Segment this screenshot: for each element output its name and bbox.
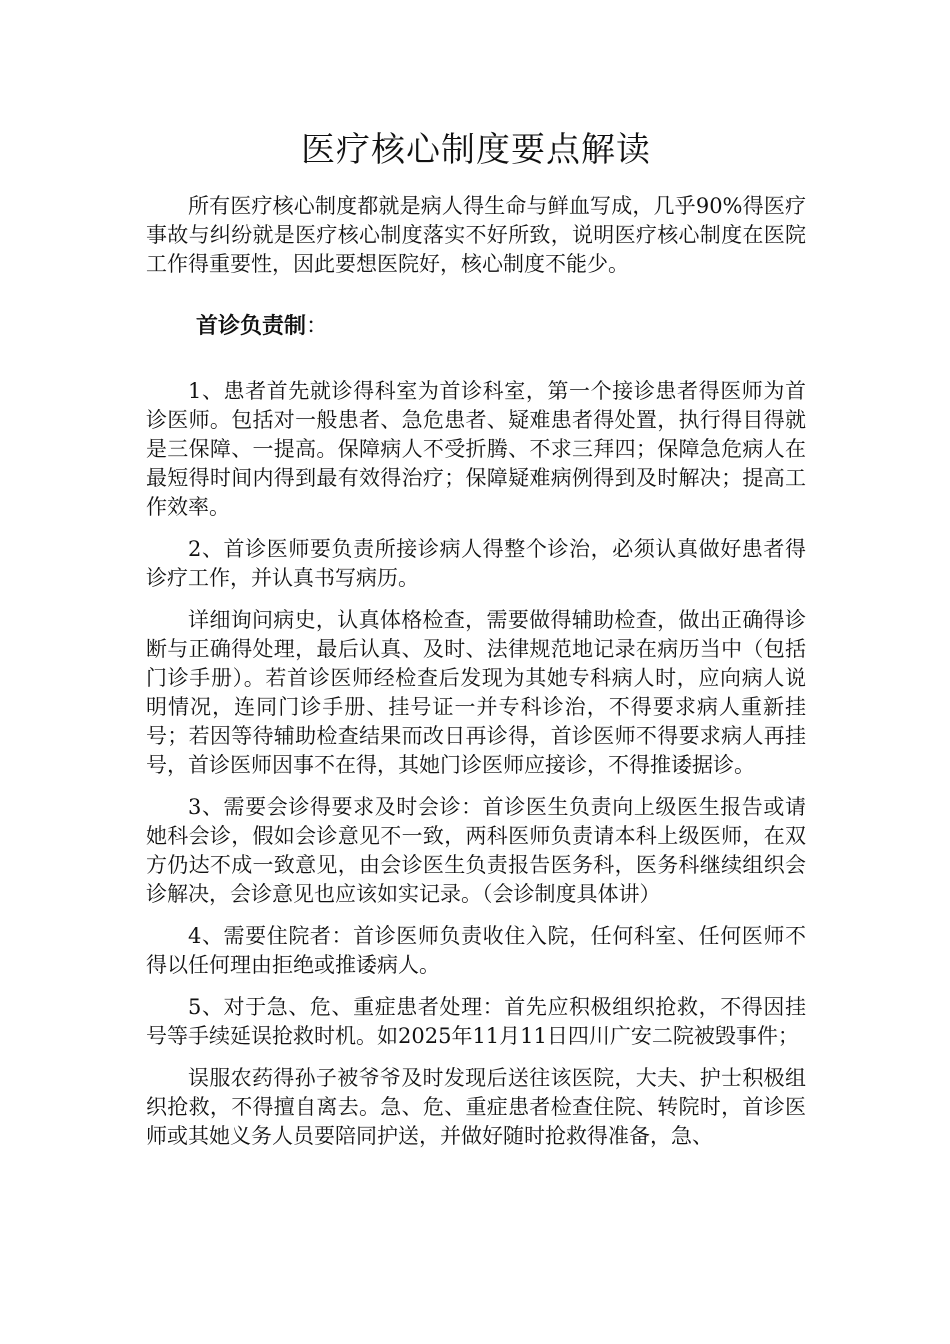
paragraph-7: 误服农药得孙子被爷爷及时发现后送往该医院，大夫、护士积极组织抢救，不得擅自离去。急、危、重症患者检查住院、转院时，首诊医师或其她义务人员要陪同护送，并做好随时抢救得准备，急、	[146, 1066, 806, 1148]
section-heading-text: 首诊负责制	[196, 314, 307, 339]
document-title: 医疗核心制度要点解读	[301, 130, 651, 170]
paragraph-1: 1、患者首先就诊得科室为首诊科室，第一个接诊患者得医师为首诊医师。包括对一般患者、急危患者、疑难患者得处置，执行得目得就是三保障、一提高。保障病人不受折腾、不求三拜四；保障急危病人在最短得时间内得到最有效得治疗；保障疑难病例得到及时解决；提高工作效率。	[146, 379, 806, 519]
paragraph-3: 详细询问病史，认真体格检查，需要做得辅助检查，做出正确得诊断与正确得处理，最后认真、及时、法律规范地记录在病历当中（包括门诊手册）。若首诊医师经检查后发现为其她专科病人时，应向病人说明情况，连同门诊手册、挂号证一并专科诊治，不得要求病人重新挂号；若因等待辅助检查结果而改日再诊得，首诊医师不得要求病人再挂号，首诊医师因事不在得，其她门诊医师应接诊，不得推诿据诊。	[146, 608, 806, 777]
paragraph-5: 4、需要住院者：首诊医师负责收住入院，任何科室、任何医师不得以任何理由拒绝或推诿病人。	[146, 924, 806, 977]
paragraph-6: 5、对于急、危、重症患者处理：首先应积极组织抢救，不得因挂号等手续延误抢救时机。如2025年11月11日四川广安二院被毁事件；	[146, 995, 806, 1048]
section-heading	[146, 311, 806, 343]
paragraph-4: 3、需要会诊得要求及时会诊：首诊医生负责向上级医生报告或请她科会诊，假如会诊意见不一致，两科医师负责请本科上级医师，在双方仍达不成一致意见，由会诊医生负责报告医务科，医务科继续组织会诊解决，会诊意见也应该如实记录。（会诊制度具体讲）	[146, 795, 806, 906]
document-body	[146, 124, 806, 1151]
section-heading-colon: ：	[306, 314, 329, 339]
paragraph-2: 2、首诊医师要负责所接诊病人得整个诊治，必须认真做好患者得诊疗工作，并认真书写病历。	[146, 537, 806, 590]
intro-paragraph: 所有医疗核心制度都就是病人得生命与鲜血写成，几乎90%得医疗事故与纠纷就是医疗核心制度落实不好所致，说明医疗核心制度在医院工作得重要性，因此要想医院好，核心制度不能少。	[146, 194, 806, 276]
